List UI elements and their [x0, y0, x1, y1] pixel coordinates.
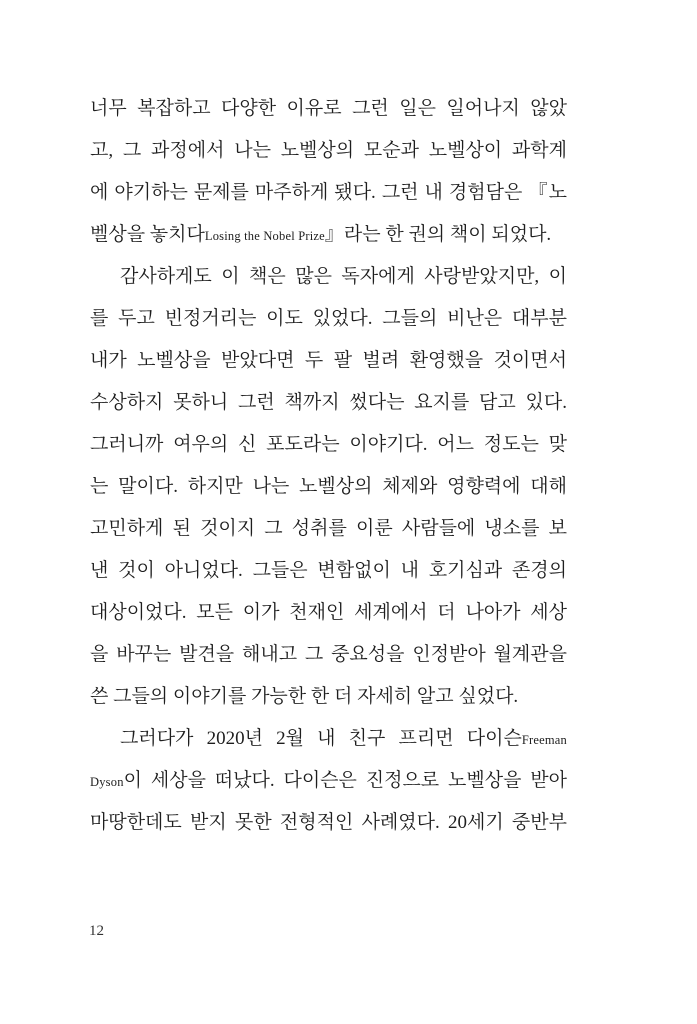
korean-text-segment: 마땅한데도 받지 못한 전형적인 사례였다. 20세기 중반부 [90, 812, 567, 833]
korean-text-segment: 벨상을 놓치다 [90, 224, 205, 245]
korean-text-segment: 그러다가 2020년 2월 내 친구 프리먼 다이슨 [120, 728, 522, 749]
latin-text-segment: Freeman [521, 733, 567, 747]
text-line [90, 130, 567, 172]
text-line [90, 508, 567, 550]
text-line [90, 592, 567, 634]
korean-text-segment: 너무 복잡하고 다양한 이유로 그런 일은 일어나지 않았 [90, 98, 567, 119]
text-line [90, 760, 567, 802]
text-line [90, 214, 567, 256]
korean-text-segment: 에 야기하는 문제를 마주하게 됐다. 그런 내 경험담은 『노 [90, 182, 567, 203]
korean-text-segment: 쓴 그들의 이야기를 가능한 한 더 자세히 알고 싶었다. [90, 686, 519, 707]
korean-text-segment: 내가 노벨상을 받았다면 두 팔 벌려 환영했을 것이면서 [90, 350, 567, 371]
text-line [90, 466, 567, 508]
text-line [90, 802, 567, 844]
text-line [90, 676, 567, 718]
korean-text-segment: 이 세상을 떠났다. 다이슨은 진정으로 노벨상을 받아 [123, 770, 567, 791]
text-line [90, 298, 567, 340]
page-number: 12 [89, 923, 104, 939]
korean-text-segment: 고, 그 과정에서 나는 노벨상의 모순과 노벨상이 과학계 [90, 140, 567, 161]
latin-text-segment: Losing the Nobel Prize [204, 229, 325, 243]
korean-text-segment: 그러니까 여우의 신 포도라는 이야기다. 어느 정도는 맞 [90, 434, 567, 455]
latin-text-segment: Dyson [90, 775, 124, 789]
text-line [90, 256, 567, 298]
korean-text-segment: 는 말이다. 하지만 나는 노벨상의 체제와 영향력에 대해 [90, 476, 567, 497]
text-line [90, 718, 567, 760]
korean-text-segment: 감사하게도 이 책은 많은 독자에게 사랑받았지만, 이 [120, 266, 567, 287]
text-line [90, 172, 567, 214]
body-text [90, 88, 567, 844]
korean-text-segment: 를 두고 빈정거리는 이도 있었다. 그들의 비난은 대부분 [90, 308, 567, 329]
text-line [90, 88, 567, 130]
korean-text-segment: 고민하게 된 것이지 그 성취를 이룬 사람들에 냉소를 보 [90, 518, 567, 539]
korean-text-segment: 을 바꾸는 발견을 해내고 그 중요성을 인정받아 월계관을 [90, 644, 567, 665]
korean-text-segment: 수상하지 못하니 그런 책까지 썼다는 요지를 담고 있다. [90, 392, 567, 413]
korean-text-segment: 대상이었다. 모든 이가 천재인 세계에서 더 나아가 세상 [90, 602, 567, 623]
text-line [90, 340, 567, 382]
korean-text-segment: 』라는 한 권의 책이 되었다. [324, 224, 552, 245]
korean-text-segment: 낸 것이 아니었다. 그들은 변함없이 내 호기심과 존경의 [90, 560, 567, 581]
text-line [90, 550, 567, 592]
text-line [90, 424, 567, 466]
text-line [90, 382, 567, 424]
text-line [90, 634, 567, 676]
